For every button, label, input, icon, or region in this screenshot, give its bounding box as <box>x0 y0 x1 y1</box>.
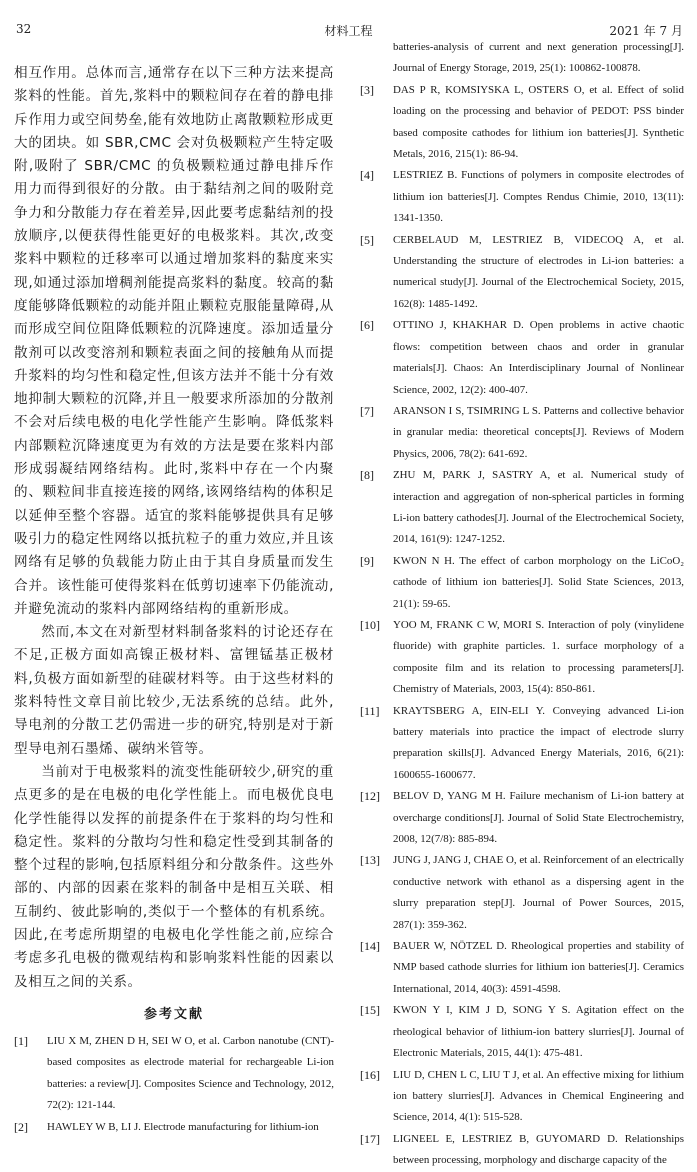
reference-text: HAWLEY W B, LI J. Electrode manufacturing for lithium-ion <box>47 1120 319 1133</box>
reference-number: [8] <box>360 468 374 483</box>
reference-number: [9] <box>360 553 374 568</box>
reference-text: LESTRIEZ B. Functions of polymers in composite electrodes of lithium ion batteries[J]. Comptes Rendus Chimie, 2010, 13(11): 1341-1350. <box>393 169 684 225</box>
issue-date: 2021 年 7 月 <box>609 24 683 38</box>
reference-number: [12] <box>360 789 380 804</box>
reference-item <box>14 1031 334 1117</box>
reference-item <box>360 230 684 316</box>
reference-text: ARANSON I S, TSIMRING L S. Patterns and collective behavior in granular media: theoretical concepts[J]. Reviews of Modern Physics, 2006, 78(2): 641-692. <box>393 404 684 460</box>
reference-item <box>360 465 684 551</box>
reference-number: [17] <box>360 1131 380 1146</box>
body-paragraph: 当前对于电极浆料的流变性能研较少,研究的重点更多的是在电极的电化学性能上。而电极优良电化学性能得以发挥的前提条件在于浆料的均匀性和稳定性。浆料的分散均匀性和稳定性受到其制备的整个过程的影响,包括原料组分和分散条件。这些外部的、内部的因素在浆料的制备中是相互关联、相互制约、彼此影响的,类似于一个整体的有机系统。因此,在考虑所期望的电极电化学性能之前,应综合考虑多孔电极的微观结构和影响浆料性能的因素以及相互之间的关系。 <box>14 763 334 990</box>
reference-text: LIGNEEL E, LESTRIEZ B, GUYOMARD D. Relationships between processing, morphology and discharge capacity of the <box>393 1132 684 1167</box>
reference-item <box>360 1129 684 1172</box>
reference-number: [13] <box>360 853 380 868</box>
reference-item <box>360 615 684 701</box>
reference-text: OTTINO J, KHAKHAR D. Open problems in active chaotic flows: competition between chaos and order in granular materials[J]. Chaos: An Interdisciplinary Journal of Nonlinear Science, 2002, 12(2): 400-407. <box>393 319 684 396</box>
reference-text: BELOV D, YANG M H. Failure mechanism of Li-ion battery at overcharge conditions[J]. Journal of Solid State Electrochemistry, 2008, 12(7/8): 885-894. <box>393 790 684 846</box>
reference-number: [6] <box>360 318 374 333</box>
journal-name: 材料工程 <box>324 24 373 38</box>
reference-number: [15] <box>360 1003 380 1018</box>
reference-text: KWON Y I, KIM J D, SONG Y S. Agitation effect on the rheological behavior of lithium-ion battery slurries[J]. Journal of Electronic Materials, 2015, 44(1): 475-481. <box>393 1004 684 1060</box>
reference-number: [5] <box>360 232 374 247</box>
reference-text: CERBELAUD M, LESTRIEZ B, VIDECOQ A, et al. Understanding the structure of electrodes in Li-ion batteries: a numerical study[J]. Journal of the Electrochemical Society, 2015, 162(8): 1485-1492. <box>393 233 684 310</box>
reference-text: ZHU M, PARK J, SASTRY A, et al. Numerical study of interaction and aggregation of non-spherical particles in forming Li-ion battery cathodes[J]. Journal of the Electrochemical Society, 2014, 161(9): 1247-1252. <box>393 469 684 546</box>
reference-item <box>360 936 684 1000</box>
reference-number: [1] <box>14 1033 28 1048</box>
reference-number: [11] <box>360 703 380 718</box>
references-heading: 参考文献 <box>143 1006 204 1022</box>
reference-number: [10] <box>360 617 380 632</box>
reference-item <box>14 1117 334 1138</box>
reference-item <box>360 850 684 936</box>
left-column <box>14 62 334 1138</box>
reference-item <box>360 1000 684 1064</box>
page-number: 32 <box>16 22 32 36</box>
reference-item <box>360 165 684 229</box>
body-paragraph: 相互作用。总体而言,通常存在以下三种方法来提高浆料的性能。首先,浆料中的颗粒间存在着的静电排斥作用力或空间势垒,能有效地防止离散颗粒形成更大的团块。如 SBR,CMC 会对负极颗粒产生特定吸附,吸附了 SBR/CMC 的负极颗粒通过静电排斥作用力而得到很好的分散。由于黏结剂之间的吸附竞争力和分散能力存在着差异,因此要考虑黏结剂的投放顺序,以便获得性能更好的电极浆料。其次,改变浆料中颗粒的迁移率可以通过增加浆料的黏度来实现,如通过添加增稠剂能提高浆料的黏度。较高的黏度能够降低颗粒的动能并阻止颗粒克服能量障碍,从而形成空间位阻降低颗粒的沉降速度。添加适量分散剂可以改变溶剂和颗粒表面之间的接触角从而提升浆料的均匀性和稳定性,但该方法并不能十分有效地抑制大颗粒的沉降,并且一般要求所添加的分散剂不会对后续电极的电化学性能产生影响。降低浆料内部颗粒沉降速度更为有效的方法是要在浆料内部形成弱凝结网络结构。此时,浆料中存在一个内聚的、颗粒间非直接连接的网络,该网络结构的体积足以延伸至整个容器。适宜的浆料能够提供具有足够吸引力的稳定性网络以抵抗粒子的重力效应,并且该网络有足够的负载能力防止由于其自身质量而发生合并。该性能可使得浆料在低剪切速率下仍能流动,并避免流动的浆料内部网络结构的重新形成。 <box>14 65 334 617</box>
reference-text: LIU D, CHEN L C, LIU T J, et al. An effective mixing for lithium ion battery slurries[J]. Advances in Chemical Engineering and Science, 2014, 4(1): 515-528. <box>393 1068 684 1124</box>
reference-number: [16] <box>360 1067 380 1082</box>
reference-text: DAS P R, KOMSIYSKA L, OSTERS O, et al. Effect of solid loading on the processing and behavior of PEDOT: PSS binder based composite cathodes for lithium ion batteries[J]. Synthetic Metals, 2016, 215(1): 86-94. <box>393 83 684 161</box>
right-column <box>360 37 684 1172</box>
reference-number: [3] <box>360 82 374 97</box>
reference-item <box>360 551 684 615</box>
reference-text: JUNG J, JANG J, CHAE O, et al. Reinforcement of an electrically conductive network with ethanol as a dispersing agent in the slurry preparation step[J]. Journal of Power Sources, 2015, 287(1): 359-362. <box>393 854 684 931</box>
reference-text: KWON N H. The effect of carbon morphology on the LiCoO₂ cathode of lithium ion batteries[J]. Solid State Sciences, 2013, 21(1): 59-65. <box>393 554 684 610</box>
reference-number: [14] <box>360 939 380 954</box>
reference-text: YOO M, FRANK C W, MORI S. Interaction of poly (vinylidene fluoride) with graphite particles. 1. surface morphology of a composite film and its relation to processing parameters[J]. Chemistry of Materials, 2003, 15(4): 850-861. <box>393 618 684 696</box>
reference-item <box>360 786 684 850</box>
reference-item <box>360 701 684 787</box>
body-paragraph: 然而,本文在对新型材料制备浆料的讨论还存在不足,正极方面如高镍正极材料、富锂锰基正极材料,负极方面如新型的硅碳材料等。由于这些材料的浆料特性文章目前比较少,无法系统的总结。此外,导电剂的分散工艺仍需进一步的研究,特别是对于新型导电剂石墨烯、碳纳米管等。 <box>14 624 334 757</box>
reference-item <box>360 315 684 401</box>
reference-number: [7] <box>360 403 374 418</box>
reference-item <box>360 1065 684 1129</box>
reference-continuation: batteries-analysis of current and next generation processing[J]. Journal of Energy Storage, 2019, 25(1): 100862-100878. <box>393 41 684 75</box>
reference-item <box>360 401 684 465</box>
reference-number: [2] <box>14 1119 28 1134</box>
reference-number: [4] <box>360 168 374 183</box>
reference-text: LIU X M, ZHEN D H, SEI W O, et al. Carbon nanotube (CNT)-based composites as electrode material for rechargeable Li-ion batteries: a review[J]. Composites Science and Technology, 2012, 72(2): 121-144. <box>47 1034 334 1112</box>
reference-text: KRAYTSBERG A, EIN-ELI Y. Conveying advanced Li-ion battery materials into practice the impact of electrode slurry preparation skills[J]. Advanced Energy Materials, 2016, 6(21): 1600655-1600677. <box>393 704 684 781</box>
reference-text: BAUER W, NÖTZEL D. Rheological properties and stability of NMP based cathode slurries for lithium ion batteries[J]. Ceramics International, 2014, 40(3): 4591-4598. <box>393 940 684 995</box>
reference-item <box>360 80 684 166</box>
